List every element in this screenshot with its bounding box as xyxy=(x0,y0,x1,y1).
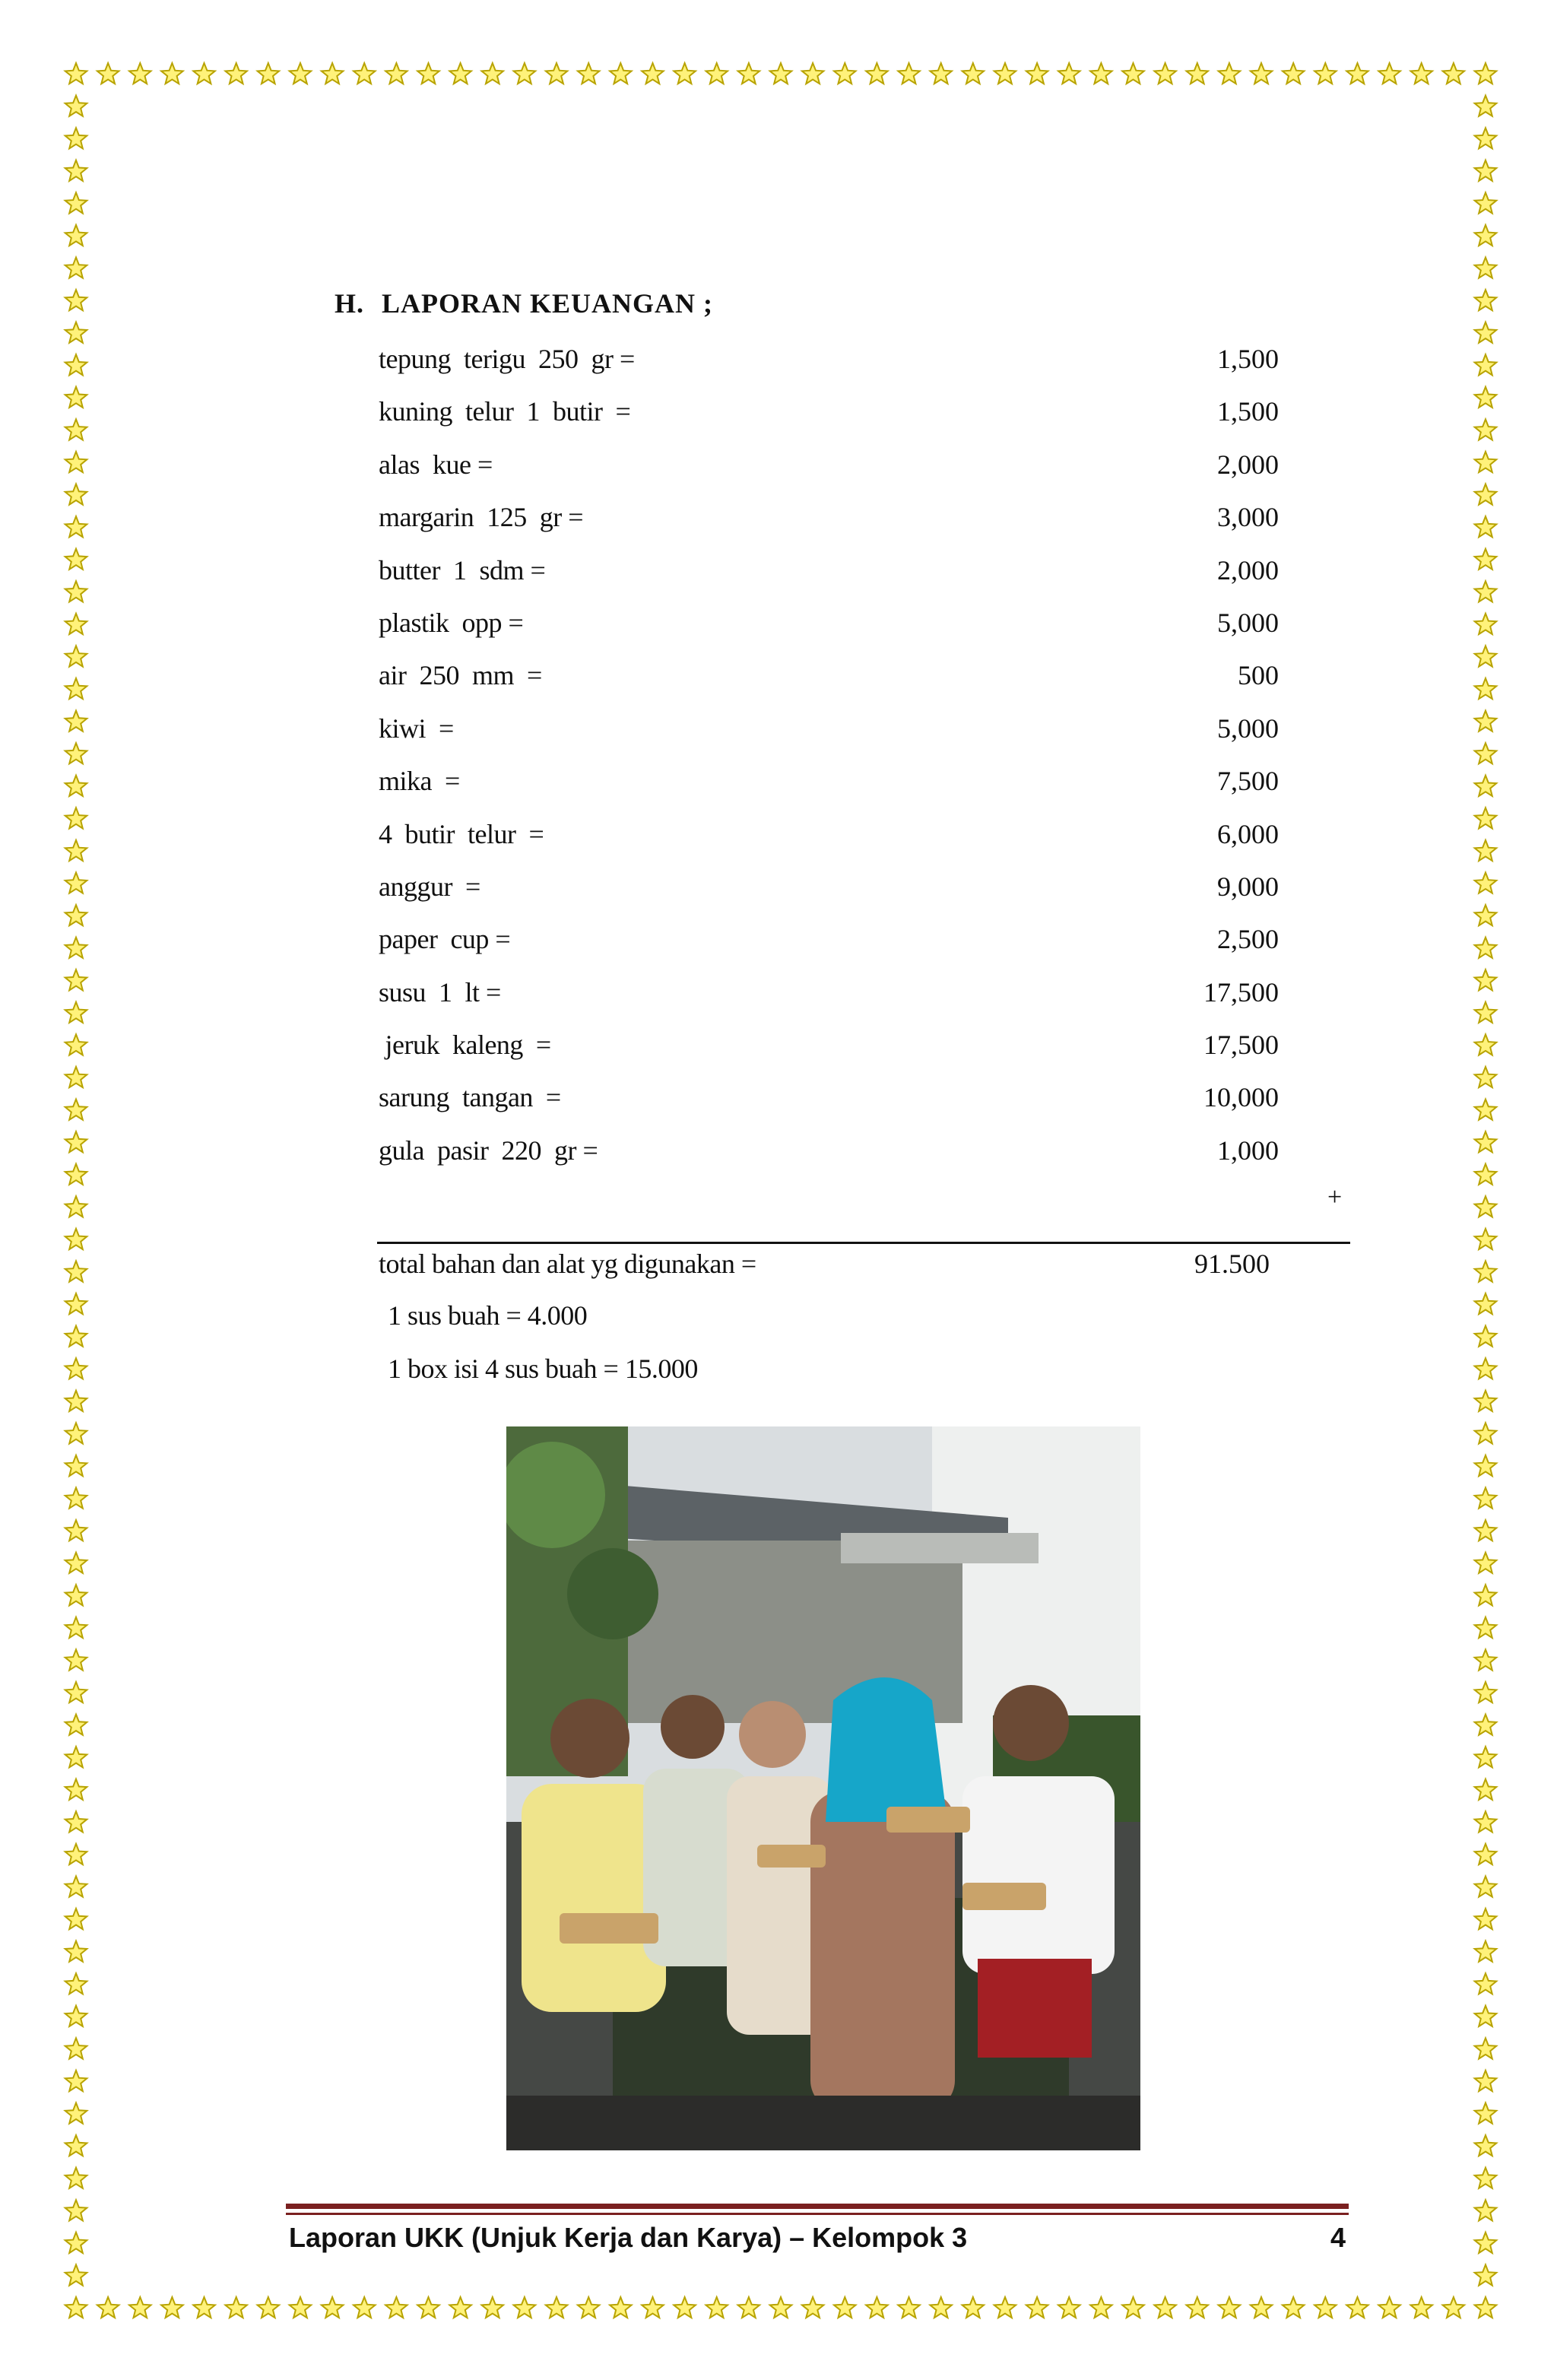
star-icon xyxy=(65,1423,87,1443)
star-icon xyxy=(1475,1715,1497,1735)
star-icon xyxy=(482,63,504,84)
star-icon xyxy=(65,1844,87,1864)
star-icon xyxy=(610,2297,632,2318)
expense-value: 1,000 xyxy=(1217,1134,1279,1166)
expense-row xyxy=(379,494,1279,547)
star-icon xyxy=(65,484,87,505)
star-icon xyxy=(1219,63,1241,84)
star-icon xyxy=(65,322,87,343)
note-price-single: 1 sus buah = 4.000 xyxy=(388,1300,588,1331)
star-icon xyxy=(1475,1811,1497,1832)
star-icon xyxy=(1475,290,1497,310)
star-icon xyxy=(1475,225,1497,246)
expense-row xyxy=(379,547,1279,600)
star-icon xyxy=(1475,1196,1497,1217)
star-icon xyxy=(514,63,536,84)
star-icon xyxy=(65,1261,87,1281)
star-icon xyxy=(770,2297,792,2318)
star-icon xyxy=(1475,1261,1497,1281)
star-icon xyxy=(129,2297,151,2318)
expense-value: 17,500 xyxy=(1203,976,1279,1008)
star-icon xyxy=(65,1100,87,1120)
star-icon xyxy=(65,1229,87,1249)
star-icon xyxy=(770,63,792,84)
star-icon xyxy=(994,63,1016,84)
expense-value: 7,500 xyxy=(1217,766,1279,797)
star-icon xyxy=(97,2297,119,2318)
star-icon xyxy=(65,225,87,246)
star-icon xyxy=(1475,1293,1497,1314)
expense-row xyxy=(379,652,1279,705)
star-icon xyxy=(1475,96,1497,116)
star-icon xyxy=(610,63,632,84)
expense-row xyxy=(379,1074,1279,1127)
expense-value: 17,500 xyxy=(1203,1030,1279,1061)
star-icon xyxy=(1475,387,1497,408)
star-icon xyxy=(65,290,87,310)
star-icon xyxy=(65,1973,87,1994)
star-icon xyxy=(642,2297,664,2318)
expense-value: 5,000 xyxy=(1217,712,1279,744)
star-icon xyxy=(1475,2038,1497,2058)
star-icon xyxy=(129,63,151,84)
star-icon xyxy=(65,160,87,181)
section-heading-number: H. xyxy=(335,288,365,319)
star-icon xyxy=(1090,2297,1112,2318)
star-icon xyxy=(1475,1844,1497,1864)
star-icon xyxy=(1378,63,1400,84)
star-icon xyxy=(65,1682,87,1702)
star-icon xyxy=(1475,1100,1497,1120)
star-icon xyxy=(1475,1423,1497,1443)
expense-row xyxy=(379,811,1279,864)
star-icon xyxy=(578,2297,600,2318)
expense-value: 10,000 xyxy=(1203,1082,1279,1113)
star-icon xyxy=(1475,1747,1497,1767)
star-icon xyxy=(65,2264,87,2285)
expense-value: 2,500 xyxy=(1217,924,1279,955)
expense-value: 2,000 xyxy=(1217,554,1279,585)
star-icon xyxy=(65,1779,87,1800)
star-icon xyxy=(193,63,214,84)
star-icon xyxy=(1475,2297,1497,2318)
footer-rule-top xyxy=(286,2204,1349,2209)
star-icon xyxy=(65,2135,87,2156)
star-icon xyxy=(1475,419,1497,440)
expense-value: 1,500 xyxy=(1217,344,1279,374)
star-icon xyxy=(674,63,696,84)
star-icon xyxy=(65,1358,87,1379)
star-icon xyxy=(1411,2297,1433,2318)
expense-value: 6,000 xyxy=(1217,818,1279,849)
star-icon xyxy=(1475,1909,1497,1929)
star-icon xyxy=(482,2297,504,2318)
expense-label: susu 1 lt = xyxy=(379,976,501,1008)
star-icon xyxy=(1443,63,1465,84)
star-icon xyxy=(1475,711,1497,731)
star-icon xyxy=(417,2297,439,2318)
star-icon xyxy=(1122,2297,1144,2318)
section-heading xyxy=(335,287,713,319)
star-icon xyxy=(1475,1585,1497,1605)
star-icon xyxy=(65,63,87,84)
star-icon xyxy=(1475,1391,1497,1411)
star-icon xyxy=(258,63,280,84)
star-icon xyxy=(65,776,87,796)
star-icon xyxy=(1187,2297,1209,2318)
star-icon xyxy=(65,1649,87,1670)
expense-label: kiwi = xyxy=(379,712,454,744)
star-icon xyxy=(354,63,376,84)
star-icon xyxy=(65,905,87,925)
total-label: total bahan dan alat yg digunakan = xyxy=(379,1249,756,1279)
footer-rule-bottom xyxy=(286,2213,1349,2215)
star-icon xyxy=(1475,2168,1497,2188)
star-icon xyxy=(65,2232,87,2253)
star-icon xyxy=(738,2297,760,2318)
star-icon xyxy=(1475,1973,1497,1994)
star-icon xyxy=(65,1747,87,1767)
star-icon xyxy=(385,63,407,84)
star-icon xyxy=(65,1877,87,1897)
expense-value: 9,000 xyxy=(1217,871,1279,902)
total-value: 91.500 xyxy=(1194,1249,1270,1279)
expense-label: plastik opp = xyxy=(379,607,524,638)
star-icon xyxy=(258,2297,280,2318)
star-icon xyxy=(65,1326,87,1347)
star-icon xyxy=(1475,743,1497,763)
star-icon xyxy=(1475,1617,1497,1638)
star-icon xyxy=(65,2168,87,2188)
star-icon xyxy=(65,452,87,472)
expense-value: 1,500 xyxy=(1217,396,1279,427)
star-icon xyxy=(65,96,87,116)
star-icon xyxy=(1026,63,1048,84)
star-icon xyxy=(449,2297,471,2318)
star-icon xyxy=(65,2038,87,2058)
star-icon xyxy=(65,1034,87,1055)
expense-value: 2,000 xyxy=(1217,449,1279,480)
star-icon xyxy=(65,516,87,537)
star-icon xyxy=(898,2297,920,2318)
star-icon xyxy=(65,1455,87,1476)
plus-sign: + xyxy=(1327,1183,1343,1211)
star-icon xyxy=(1475,516,1497,537)
star-icon xyxy=(1475,1455,1497,1476)
star-icon xyxy=(65,1811,87,1832)
star-icon xyxy=(802,63,824,84)
star-icon xyxy=(1314,2297,1337,2318)
star-icon xyxy=(65,1941,87,1962)
star-icon xyxy=(65,581,87,601)
star-icon xyxy=(65,192,87,213)
star-icon xyxy=(65,873,87,893)
star-icon xyxy=(642,63,664,84)
star-icon xyxy=(578,63,600,84)
expense-label: sarung tangan = xyxy=(379,1082,561,1113)
star-icon xyxy=(514,2297,536,2318)
star-icon xyxy=(1475,1941,1497,1962)
star-icon xyxy=(1475,808,1497,828)
expense-label: mika = xyxy=(379,766,460,797)
star-icon xyxy=(674,2297,696,2318)
star-icon xyxy=(65,969,87,990)
star-icon xyxy=(1475,614,1497,634)
expense-label: tepung terigu 250 gr = xyxy=(379,344,635,374)
star-icon xyxy=(65,354,87,375)
star-icon xyxy=(193,2297,214,2318)
expense-label: alas kue = xyxy=(379,449,493,480)
expense-row xyxy=(379,706,1279,758)
expense-label: kuning telur 1 butir = xyxy=(379,396,631,427)
star-icon xyxy=(65,1196,87,1217)
star-icon xyxy=(1475,354,1497,375)
star-icon xyxy=(1058,63,1080,84)
page-number: 4 xyxy=(1330,2222,1346,2253)
star-icon xyxy=(1475,1682,1497,1702)
star-icon xyxy=(1475,258,1497,278)
star-icon xyxy=(1219,2297,1241,2318)
expense-row xyxy=(379,389,1279,441)
expense-label: butter 1 sdm = xyxy=(379,554,546,585)
star-icon xyxy=(1187,63,1209,84)
star-icon xyxy=(65,2297,87,2318)
star-icon xyxy=(65,549,87,570)
star-icon xyxy=(1346,2297,1368,2318)
expense-label: margarin 125 gr = xyxy=(379,502,584,533)
star-icon xyxy=(1475,1164,1497,1185)
star-icon xyxy=(994,2297,1016,2318)
star-icon xyxy=(1475,322,1497,343)
star-icon xyxy=(1346,63,1368,84)
star-icon xyxy=(834,2297,856,2318)
star-icon xyxy=(1411,63,1433,84)
expense-value: 500 xyxy=(1238,660,1279,691)
star-icon xyxy=(738,63,760,84)
star-icon xyxy=(866,2297,888,2318)
star-icon xyxy=(1475,63,1497,84)
star-icon xyxy=(834,63,856,84)
star-icon xyxy=(1475,128,1497,148)
expense-value: 3,000 xyxy=(1217,502,1279,533)
star-icon xyxy=(962,63,985,84)
star-icon xyxy=(1475,160,1497,181)
star-icon xyxy=(546,2297,568,2318)
star-icon xyxy=(962,2297,985,2318)
star-icon xyxy=(65,2200,87,2220)
expense-list xyxy=(379,336,1279,1180)
expense-value: 5,000 xyxy=(1217,607,1279,638)
star-icon xyxy=(1475,2006,1497,2026)
star-icon xyxy=(1475,1553,1497,1573)
star-icon xyxy=(1475,192,1497,213)
star-icon xyxy=(1090,63,1112,84)
star-icon xyxy=(1122,63,1144,84)
star-icon xyxy=(290,63,312,84)
star-icon xyxy=(65,938,87,958)
section-heading-title: LAPORAN KEUANGAN ; xyxy=(382,288,713,319)
star-icon xyxy=(65,128,87,148)
star-icon xyxy=(1251,2297,1273,2318)
star-icon xyxy=(65,1131,87,1152)
expense-label: 4 butir telur = xyxy=(379,818,544,849)
star-icon xyxy=(65,1617,87,1638)
expense-row xyxy=(379,916,1279,969)
star-icon xyxy=(1475,2103,1497,2124)
star-icon xyxy=(1058,2297,1080,2318)
star-icon xyxy=(1378,2297,1400,2318)
group-photo xyxy=(506,1426,1140,2150)
expense-row xyxy=(379,758,1279,811)
star-icon xyxy=(898,63,920,84)
star-icon xyxy=(1475,1649,1497,1670)
star-icon xyxy=(65,2006,87,2026)
star-icon xyxy=(546,63,568,84)
star-icon xyxy=(65,678,87,699)
star-icon xyxy=(1475,1326,1497,1347)
star-icon xyxy=(65,1553,87,1573)
star-icon xyxy=(802,2297,824,2318)
expense-label: jeruk kaleng = xyxy=(379,1030,551,1061)
star-icon xyxy=(1475,1067,1497,1087)
star-icon xyxy=(1475,549,1497,570)
star-icon xyxy=(65,1002,87,1023)
star-icon xyxy=(225,2297,247,2318)
star-icon xyxy=(930,63,952,84)
star-icon xyxy=(1475,646,1497,666)
star-icon xyxy=(1283,2297,1305,2318)
star-icon xyxy=(1475,1488,1497,1509)
star-icon xyxy=(65,1909,87,1929)
star-icon xyxy=(65,743,87,763)
expense-row xyxy=(379,600,1279,652)
star-icon xyxy=(866,63,888,84)
star-icon xyxy=(1026,2297,1048,2318)
expense-row xyxy=(379,969,1279,1022)
star-icon xyxy=(161,63,183,84)
star-icon xyxy=(354,2297,376,2318)
star-icon xyxy=(706,2297,728,2318)
star-icon xyxy=(161,2297,183,2318)
star-icon xyxy=(1475,2071,1497,2091)
star-icon xyxy=(65,258,87,278)
note-price-box: 1 box isi 4 sus buah = 15.000 xyxy=(388,1353,698,1384)
star-icon xyxy=(1475,2232,1497,2253)
star-icon xyxy=(65,1715,87,1735)
star-icon xyxy=(1154,2297,1176,2318)
star-icon xyxy=(1251,63,1273,84)
star-icon xyxy=(65,1164,87,1185)
expense-row xyxy=(379,864,1279,916)
star-icon xyxy=(1475,776,1497,796)
star-icon xyxy=(1475,2200,1497,2220)
star-icon xyxy=(322,2297,344,2318)
star-icon xyxy=(65,808,87,828)
star-icon xyxy=(65,614,87,634)
star-icon xyxy=(65,1293,87,1314)
expense-label: anggur = xyxy=(379,871,480,902)
star-icon xyxy=(449,63,471,84)
star-icon xyxy=(1475,1229,1497,1249)
expense-row xyxy=(379,1022,1279,1074)
star-icon xyxy=(65,646,87,666)
star-icon xyxy=(1475,1358,1497,1379)
expense-row xyxy=(379,336,1279,389)
star-icon xyxy=(1475,452,1497,472)
star-icon xyxy=(1314,63,1337,84)
star-icon xyxy=(65,1520,87,1541)
footer-title: Laporan UKK (Unjuk Kerja dan Karya) – Kelompok 3 xyxy=(289,2222,968,2253)
star-icon xyxy=(1443,2297,1465,2318)
star-icon xyxy=(65,1391,87,1411)
expense-label: paper cup = xyxy=(379,924,511,955)
star-icon xyxy=(1475,1034,1497,1055)
star-icon xyxy=(65,1585,87,1605)
star-icon xyxy=(290,2297,312,2318)
star-icon xyxy=(65,840,87,861)
star-icon xyxy=(97,63,119,84)
star-icon xyxy=(225,63,247,84)
star-icon xyxy=(65,2103,87,2124)
star-icon xyxy=(1475,1002,1497,1023)
star-icon xyxy=(65,419,87,440)
star-icon xyxy=(1475,2135,1497,2156)
star-icon xyxy=(1475,905,1497,925)
star-icon xyxy=(1475,678,1497,699)
star-icon xyxy=(1475,1520,1497,1541)
expense-label: gula pasir 220 gr = xyxy=(379,1134,598,1166)
star-icon xyxy=(930,2297,952,2318)
star-icon xyxy=(1475,938,1497,958)
star-icon xyxy=(1475,1779,1497,1800)
star-icon xyxy=(1475,840,1497,861)
star-icon xyxy=(1154,63,1176,84)
star-icon xyxy=(65,711,87,731)
star-icon xyxy=(65,2071,87,2091)
star-icon xyxy=(1475,1877,1497,1897)
star-icon xyxy=(65,1067,87,1087)
star-icon xyxy=(417,63,439,84)
expense-label: air 250 mm = xyxy=(379,660,542,691)
star-icon xyxy=(706,63,728,84)
star-icon xyxy=(1475,1131,1497,1152)
star-icon xyxy=(1475,873,1497,893)
expense-row xyxy=(379,1128,1279,1180)
star-icon xyxy=(65,387,87,408)
star-icon xyxy=(1475,484,1497,505)
star-icon xyxy=(1475,969,1497,990)
star-icon xyxy=(65,1488,87,1509)
star-icon xyxy=(322,63,344,84)
star-icon xyxy=(1475,581,1497,601)
star-icon xyxy=(1475,2264,1497,2285)
star-icon xyxy=(1283,63,1305,84)
expense-row xyxy=(379,442,1279,494)
star-icon xyxy=(385,2297,407,2318)
